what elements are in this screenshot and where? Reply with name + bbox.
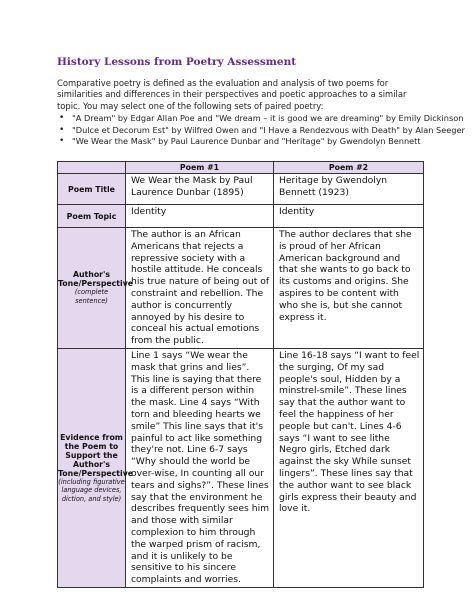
table-cell: Line 1 says “We wear the mask that grins and lies”. This line is saying that there is a different person within the mask. Line 4 says “With torn and bleeding hearts we smile” This line says that it's painful to act like something they're not. Line 6-7 says “Why should the world be over-wise, In counting all our tears and sighs?”. These lines say that the environment he describes frequently sees him and those with similar complexion to him through the warped prism of racism, and it is unlikely to be sensitive to his sincere complaints and worries. [126,348,274,587]
table-header-cell: Poem #1 [126,162,274,174]
row-label-text: Evidence from the Poem to Support the Author's Tone/Perspective [58,432,134,478]
table-header-cell [58,162,126,174]
table-row [58,228,424,349]
row-sublabel-text: (complete sentence) [74,288,109,305]
list-item: • "We Wear the Mask" by Paul Laurence Dunbar and "Heritage" by Gwendolyn Bennett [57,136,437,148]
row-label-text: Poem Topic [66,211,117,221]
list-item: • "Dulce et Decorum Est" by Wilfred Owen and "I Have a Rendezvous with Death" by Alan Seeger [57,125,437,137]
row-label-poem-title [58,174,126,205]
row-label-tone [58,228,134,349]
table-cell: Identity [274,205,424,228]
row-label-text: Author's Tone/Perspective [58,270,134,289]
row-label-evidence [58,348,134,587]
table-cell: The author declares that she is proud of her African American background and that she wants to go back to its customs and origins. She aspires to be content with who she is, but she cannot express it. [274,228,424,349]
page-title: History Lessons from Poetry Assessment [57,56,297,68]
row-sublabel-text: (including figurative language devices, diction, and style) [58,477,125,503]
row-label-text: Poem Title [68,184,115,194]
table-row [58,174,424,205]
comparison-table [57,161,424,588]
table-row [58,205,424,228]
table-header-cell: Poem #2 [274,162,424,174]
table-cell: Identity [126,205,274,228]
table-cell: Line 16-18 says “I want to feel the surging, Of my sad people's soul, Hidden by a minstrel-smile”. These lines say that the author want to feel the happiness of her people but can't. Lines 4-6 says “I want to see lithe Negro girls, Etched dark against the sky While sunset lingers”. These lines say that the author want to see black girls express their beauty and love it. [274,348,424,587]
table-cell: Heritage by Gwendolyn Bennett (1923) [274,174,424,205]
intro-paragraph: Comparative poetry is defined as the evaluation and analysis of two poems for similarities and differences in their perspectives and poetic approaches to a similar topic. You may select one of the following sets of paired poetry: [57,78,407,111]
table-cell: The author is an African Americans that rejects a repressive society with a hostile attitude. He conceals his true nature of being out of constraint and rebellion. The author is concurrently annoyed by his desire to conceal his actual emotions from the public. [126,228,274,349]
table-row [58,348,424,587]
list-item: • "A Dream" by Edgar Allan Poe and "We dream – it is good we are dreaming" by Emily Dickinson [57,113,437,125]
table-header-row [58,162,424,174]
table-cell: We Wear the Mask by Paul Laurence Dunbar (1895) [126,174,274,205]
poem-pairs-list [57,113,465,148]
row-label-poem-topic [58,205,126,228]
